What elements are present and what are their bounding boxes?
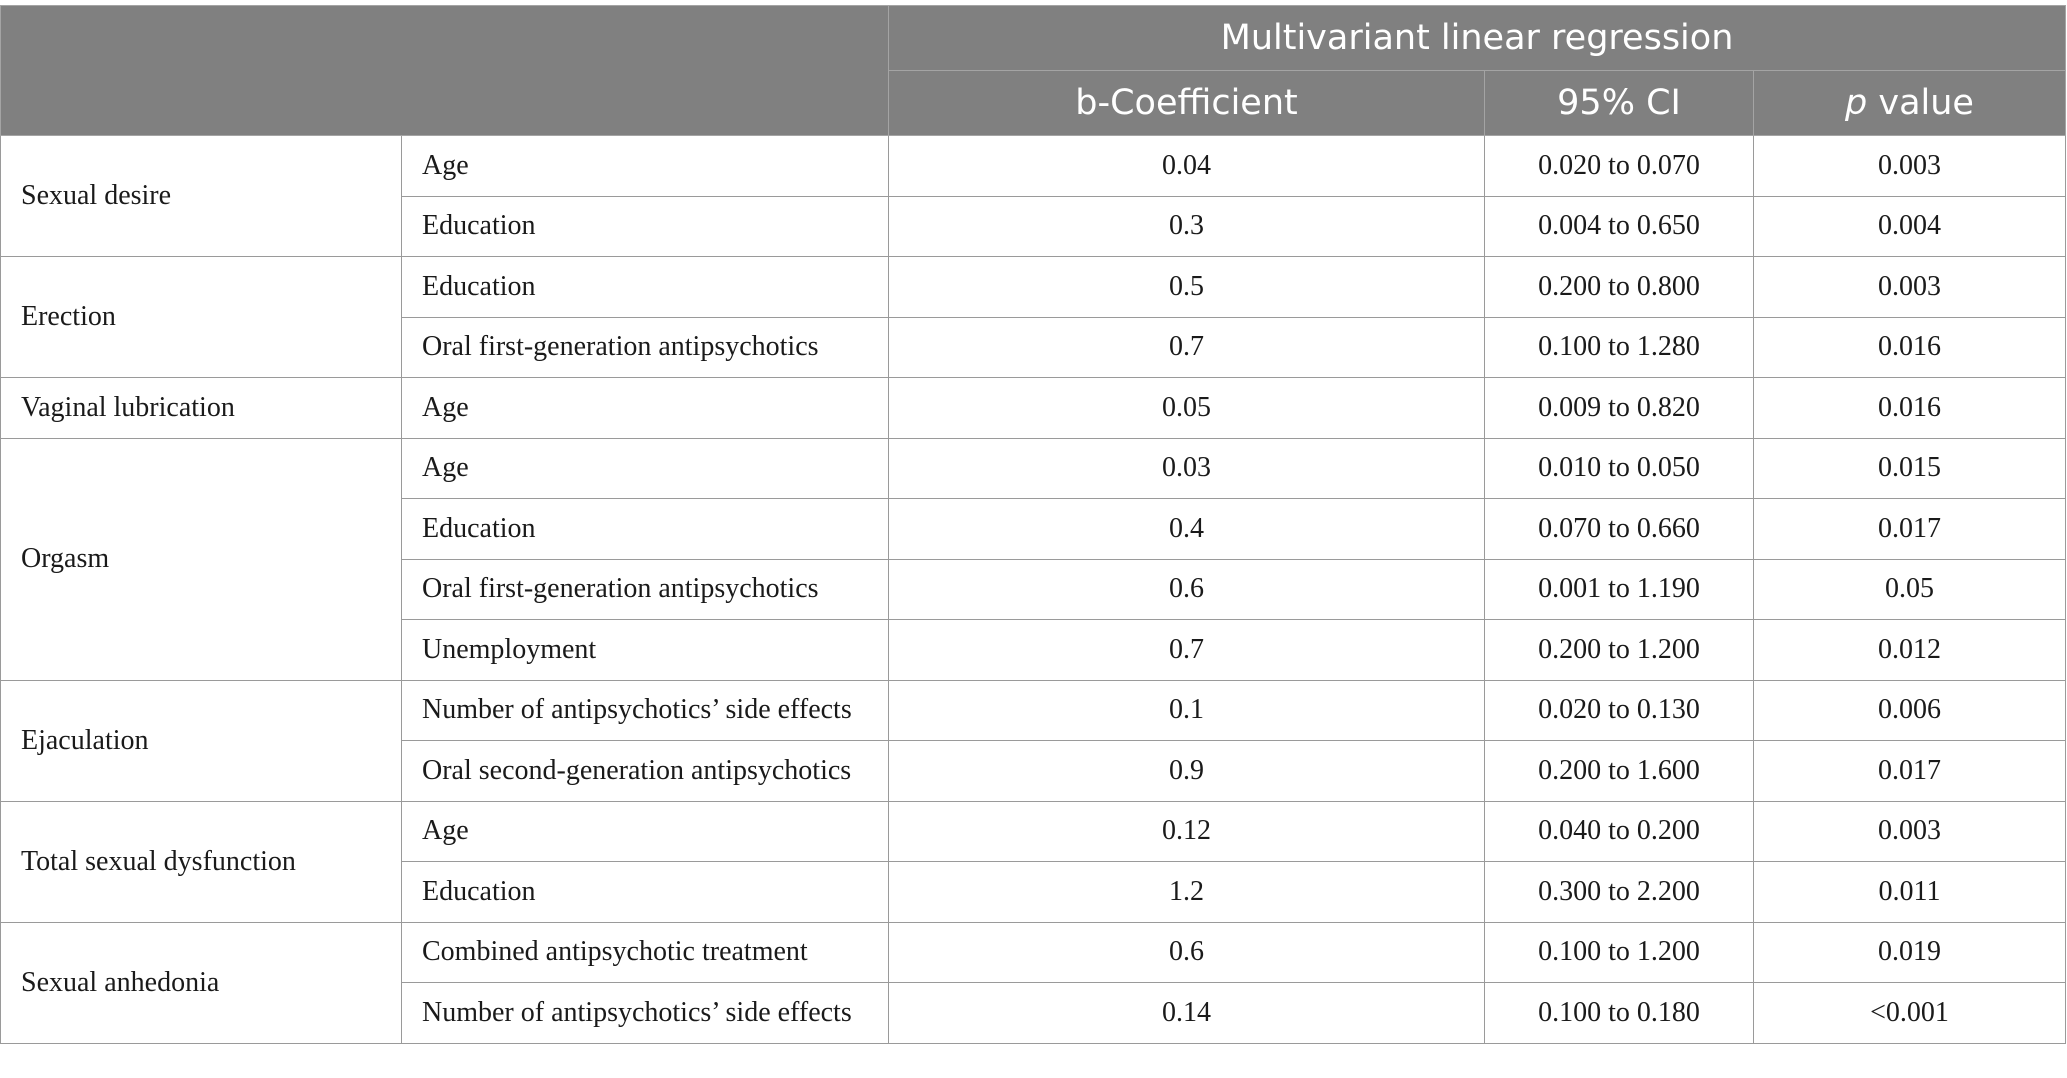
p-value-cell: 0.015 [1754, 438, 2066, 499]
table-body [1, 136, 2066, 1044]
p-value-cell: 0.003 [1754, 257, 2066, 318]
ci-cell: 0.100 to 1.280 [1485, 317, 1754, 378]
predictor-cell: Number of antipsychotics’ side effects [402, 680, 889, 741]
ci-cell: 0.020 to 0.130 [1485, 680, 1754, 741]
p-value-cell: 0.017 [1754, 741, 2066, 802]
table-row [1, 136, 2066, 197]
ci-cell: 0.200 to 1.600 [1485, 741, 1754, 802]
coefficient-cell: 0.4 [889, 499, 1485, 560]
outcome-cell: Vaginal lubrication [1, 378, 402, 439]
p-value-cell: 0.003 [1754, 801, 2066, 862]
header-coefficient: b-Coefficient [889, 71, 1485, 136]
header-row-group [1, 6, 2066, 71]
header-ci: 95% CI [1485, 71, 1754, 136]
coefficient-cell: 0.05 [889, 378, 1485, 439]
p-value-cell: 0.016 [1754, 378, 2066, 439]
coefficient-cell: 0.1 [889, 680, 1485, 741]
ci-cell: 0.020 to 0.070 [1485, 136, 1754, 197]
outcome-cell: Total sexual dysfunction [1, 801, 402, 922]
p-value-cell: <0.001 [1754, 983, 2066, 1044]
outcome-cell: Erection [1, 257, 402, 378]
predictor-cell: Education [402, 257, 889, 318]
coefficient-cell: 0.6 [889, 922, 1485, 983]
coefficient-cell: 0.3 [889, 196, 1485, 257]
table-row [1, 257, 2066, 318]
coefficient-cell: 0.7 [889, 620, 1485, 681]
predictor-cell: Number of antipsychotics’ side effects [402, 983, 889, 1044]
coefficient-cell: 0.5 [889, 257, 1485, 318]
ci-cell: 0.100 to 0.180 [1485, 983, 1754, 1044]
table-header [1, 6, 2066, 136]
predictor-cell: Age [402, 378, 889, 439]
table-row [1, 801, 2066, 862]
ci-cell: 0.001 to 1.190 [1485, 559, 1754, 620]
table-row [1, 680, 2066, 741]
p-value-cell: 0.004 [1754, 196, 2066, 257]
regression-table-container [0, 5, 2067, 1044]
predictor-cell: Unemployment [402, 620, 889, 681]
p-value-cell: 0.012 [1754, 620, 2066, 681]
ci-cell: 0.100 to 1.200 [1485, 922, 1754, 983]
table-row [1, 378, 2066, 439]
coefficient-cell: 0.14 [889, 983, 1485, 1044]
predictor-cell: Age [402, 438, 889, 499]
predictor-cell: Age [402, 136, 889, 197]
predictor-cell: Oral first-generation antipsychotics [402, 317, 889, 378]
coefficient-cell: 0.12 [889, 801, 1485, 862]
coefficient-cell: 1.2 [889, 862, 1485, 923]
p-value-cell: 0.05 [1754, 559, 2066, 620]
predictor-cell: Oral first-generation antipsychotics [402, 559, 889, 620]
ci-cell: 0.040 to 0.200 [1485, 801, 1754, 862]
predictor-cell: Education [402, 196, 889, 257]
header-p-value [1754, 71, 2066, 136]
coefficient-cell: 0.9 [889, 741, 1485, 802]
ci-cell: 0.300 to 2.200 [1485, 862, 1754, 923]
p-value-cell: 0.017 [1754, 499, 2066, 560]
predictor-cell: Education [402, 862, 889, 923]
p-value-cell: 0.019 [1754, 922, 2066, 983]
coefficient-cell: 0.7 [889, 317, 1485, 378]
outcome-cell: Sexual desire [1, 136, 402, 257]
regression-table [0, 5, 2066, 1044]
ci-cell: 0.200 to 0.800 [1485, 257, 1754, 318]
ci-cell: 0.070 to 0.660 [1485, 499, 1754, 560]
table-row [1, 922, 2066, 983]
ci-cell: 0.010 to 0.050 [1485, 438, 1754, 499]
coefficient-cell: 0.6 [889, 559, 1485, 620]
table-row [1, 438, 2066, 499]
predictor-cell: Education [402, 499, 889, 560]
header-group-title: Multivariant linear regression [889, 6, 2066, 71]
predictor-cell: Oral second-generation antipsychotics [402, 741, 889, 802]
ci-cell: 0.200 to 1.200 [1485, 620, 1754, 681]
predictor-cell: Age [402, 801, 889, 862]
coefficient-cell: 0.03 [889, 438, 1485, 499]
outcome-cell: Orgasm [1, 438, 402, 680]
header-p-italic: p [1845, 83, 1868, 123]
header-p-rest: value [1867, 83, 1974, 123]
coefficient-cell: 0.04 [889, 136, 1485, 197]
predictor-cell: Combined antipsychotic treatment [402, 922, 889, 983]
p-value-cell: 0.011 [1754, 862, 2066, 923]
header-blank-cell [1, 6, 889, 136]
ci-cell: 0.004 to 0.650 [1485, 196, 1754, 257]
ci-cell: 0.009 to 0.820 [1485, 378, 1754, 439]
outcome-cell: Sexual anhedonia [1, 922, 402, 1043]
outcome-cell: Ejaculation [1, 680, 402, 801]
p-value-cell: 0.006 [1754, 680, 2066, 741]
p-value-cell: 0.016 [1754, 317, 2066, 378]
p-value-cell: 0.003 [1754, 136, 2066, 197]
